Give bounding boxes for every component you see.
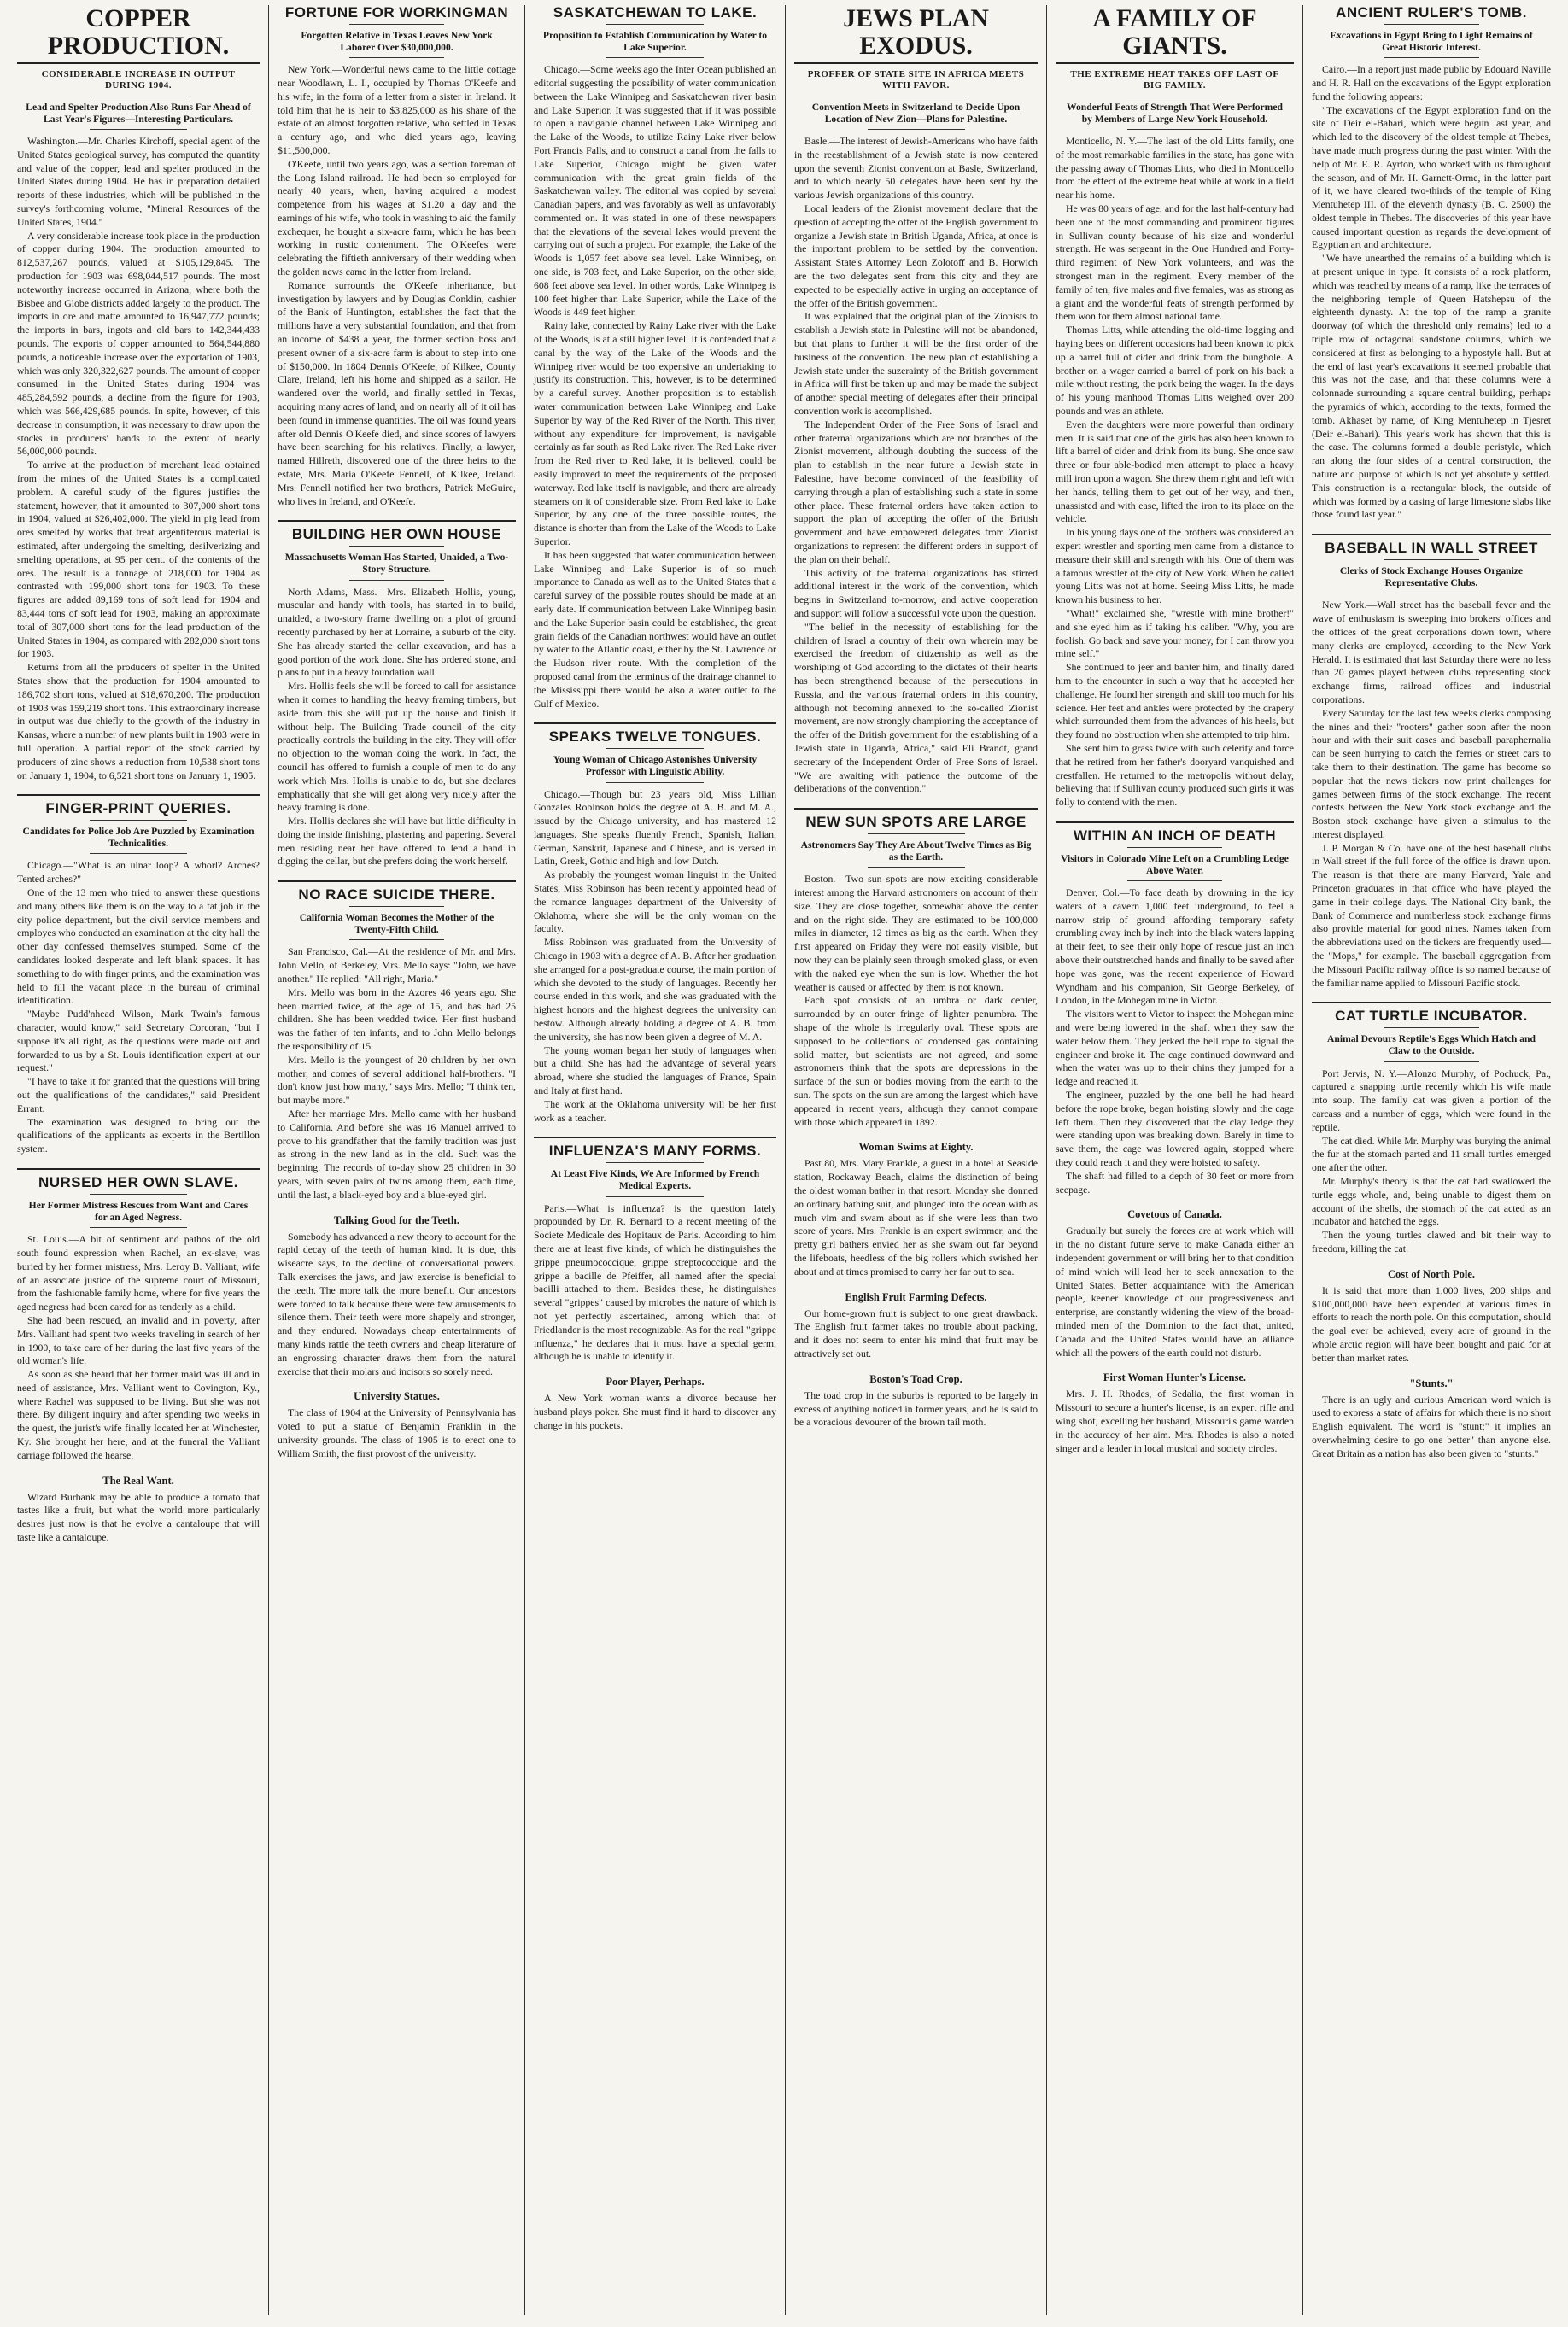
- paragraph: As probably the youngest woman linguist in the United States, Miss Robinson has been recently appointed head of the romance languages department of the University of Oklahoma, where she will be the only woman on the faculty.: [534, 868, 776, 935]
- article-fortune: [278, 5, 516, 508]
- paragraph: "The belief in the necessity of establishing for the children of Israel a country of their own wherein may be exercised the freedom of citizenship as well as the worshiping of God according to the dictates of their hearts has been strengthened because of the persecutions in Russia, and the various fraternal orders in this country, although not becoming annexed to the so-called Zionist movement, are now strongly championing the acceptance of the offer of the British government for the establishing of a Jewish state in Uganda, Africa," said Eli Brandt, grand secretary of the Independent Order of Free Sons of Israel. "We are awaiting with patience the outcome of the deliberations of the convention.": [794, 620, 1038, 795]
- paragraph: A very considerable increase took place in the production of copper during 1904. The production amounted to 812,537,267 pounds, valued at $105,129,845. The production for 1903 was 698,044,517 pounds. The most noteworthy increase occurred in Arizona, where both the Bisbee and Globe districts added largely to the product. The imports in ore and matte amounted to 16,947,772 pounds; the imports in bars, ingots and old bars to 142,344,433 pounds. The exports of copper amounted to 564,544,880 pounds, a noticeable increase over the exportation of 1903, which was only 320,322,627 pounds. The amount of copper consumed in the United States during 1904 was 485,284,592 pounds, a decline from the figure for 1903, which was 566,429,685 pounds. In spite, however, of this decrease in consumption, it was necessary to draw upon the stocks in producers' hands to the extent of nearly 56,000,000 pounds.: [17, 229, 260, 458]
- deck: THE EXTREME HEAT TAKES OFF LAST OF BIG FAMILY.: [1070, 69, 1279, 91]
- paragraph: Even the daughters were more powerful than ordinary men. It is said that one of the girls has also been known to lift a barrel of cider and drink from its bung. She once saw three or four able-bodied men attempt to place a heavy mill iron upon a wagon. She threw them right and left with her hands, telling them to get out of her way, and then, unassisted and with ease, lifted the iron to its place on the vehicle.: [1056, 418, 1294, 525]
- headline: A FAMILY OF GIANTS.: [1092, 5, 1257, 60]
- deck: Young Woman of Chicago Astonishes University Professor with Linguistic Ability.: [553, 754, 758, 778]
- headline: CAT TURTLE INCUBATOR.: [1335, 1008, 1528, 1025]
- divider: [90, 1227, 187, 1228]
- article-body: [1312, 599, 1551, 990]
- paragraph: The work at the Oklahoma university will be her first work as a teacher.: [534, 1097, 776, 1124]
- divider: [90, 1194, 187, 1195]
- divider: [349, 24, 445, 25]
- column-3: [525, 5, 786, 2315]
- paragraph: One of the 13 men who tried to answer these questions and many others like them is on the way to a fat job in the city police department, but the civil service members and employes who conducted an examination at the city hall the other day confessed themselves stumped. Some of the candidates looked desperate and left blank spaces. It has something to do with finger prints, and the examination was held to fill the vacant place in the bureau of criminal identification.: [17, 886, 260, 1007]
- article-baseball: [1312, 541, 1551, 990]
- divider: [90, 820, 187, 821]
- paragraph: The visitors went to Victor to inspect the Mohegan mine and were being lowered in the shaft when they saw the water below them. They jerked the bell rope to signal the engineer and broke it. The cage continued downward and when the water was up to their chins they jumped for a ledge and reached it.: [1056, 1008, 1294, 1088]
- article-copper: [17, 5, 260, 782]
- paragraph: Cairo.—In a report just made public by Edouard Naville and H. R. Hall on the excavations of the Egypt exploration fund the following appears:: [1312, 63, 1551, 102]
- deck: Convention Meets in Switzerland to Decide Upon Location of New Zion—Plans for Palestine.: [811, 101, 1021, 125]
- paragraph: Washington.—Mr. Charles Kirchoff, special agent of the United States geological survey, has computed the quantity and value of the copper, lead and spelter produced in the United States during 1904. He has in preparation detailed reports of these industries, which will be published in the survey's forthcoming volume, "Mineral Resources of the United States, 1904.": [17, 135, 260, 228]
- paragraph: Denver, Col.—To face death by drowning in the icy waters of a cavern 1,000 feet underground, to feel a narrow strip of ground affording temporary safety crumbling away inch by inch into the black waters lapping at their feet, to see their only hope of rescue just an inch above their outstretched hands and finally to be saved after hope was gone, was the recent experience of Howard Wyndham and his companion, Sir George Berkeley, of London, in the Mohegan mine in Victor.: [1056, 886, 1294, 1007]
- article-body: [17, 859, 260, 1156]
- paragraph: The shaft had filled to a depth of 30 feet or more from seepage.: [1056, 1169, 1294, 1196]
- article-inch-of-death: [1056, 828, 1294, 1196]
- article-english-fruit: [794, 1291, 1038, 1361]
- divider: [868, 867, 965, 868]
- paragraph: There is an ugly and curious American word which is used to express a state of affairs for which there is no short English equivalent. The word is "stunt;" it implies an overwhelming desire to go one better" than anyone else. Great Britain as a nation has also been given to "stunts.": [1312, 1393, 1551, 1459]
- paragraph: The cat died. While Mr. Murphy was burying the animal the fur at the stomach parted and 11 small turtles emerged one after the other.: [1312, 1134, 1551, 1174]
- headline: BASEBALL IN WALL STREET: [1325, 540, 1538, 557]
- article-giants: [1056, 5, 1294, 810]
- article-body: [1056, 135, 1294, 810]
- paragraph: Returns from all the producers of spelter in the United States show that the production for 1904 amounted to 186,702 short tons, valued at $18,670,200. The production of 1903 was 159,219 short tons. This extraordinary increase in output was due chiefly to the growth of the industry in Kansas, where a number of new plants built in 1903 were in full operation. A partial report of the stock carried by producers of zinc shows a reduction from 10,538 short tons on January 1, 1904, to 6,521 short tons on January 1, 1905.: [17, 661, 260, 781]
- headline: ANCIENT RULER'S TOMB.: [1336, 5, 1527, 20]
- divider: [1384, 559, 1479, 560]
- deck: Lead and Spelter Production Also Runs Far Ahead of Last Year's Figures—Interesting Particulars.: [26, 101, 251, 125]
- subheading: Boston's Toad Crop.: [869, 1372, 962, 1385]
- article-tomb: [1312, 5, 1551, 522]
- subheading: Talking Good for the Teeth.: [334, 1213, 459, 1226]
- paragraph: The class of 1904 at the University of Pennsylvania has voted to put a statue of Benjamin Franklin in the university grounds. The class of 1905 is to erect one to William Smith, the first provost of the university.: [278, 1406, 516, 1459]
- subheading: English Fruit Farming Defects.: [845, 1290, 987, 1303]
- divider: [1127, 880, 1223, 881]
- divider: [1384, 24, 1479, 25]
- column-6: [1303, 5, 1559, 2315]
- paragraph: She continued to jeer and banter him, and finally dared him to the encounter in such a way that he accepted her challenge. He found her strength and skill too much for his science. Her feet and ankles were protected by the drapery which surrounded them from the advances of his heels, but they found no obstruction when she attempted to trip him.: [1056, 661, 1294, 741]
- deck: Massachusetts Woman Has Started, Unaided, a Two-Story Structure.: [284, 552, 509, 576]
- paragraph: Mrs. J. H. Rhodes, of Sedalia, the first woman in Missouri to secure a hunter's license, is an expert rifle and wing shot, excelling her husband, Missouri's game warden in the accuracy of her aim. Mrs. Rhodes is also a noted singer and a leader in local musical and society circles.: [1056, 1388, 1294, 1454]
- article-university: [278, 1390, 516, 1460]
- paragraph: J. P. Morgan & Co. have one of the best baseball clubs in Wall street if the full force of the office is drawn upon. The reason is that there are many Harvard, Yale and Princeton graduates in that office who have played the game in their college days. The National City bank, the Bank of Commerce and numberless stock exchange firms also provide material for good nines. Names taken from the abbreviations used on the tickers are frequently used—the "Mops," for example. The baseball aggregation from the Missouri Pacific railway office is so named because of the familiar name applied to Missouri Pacific stock.: [1312, 841, 1551, 989]
- article-sun-spots: [794, 815, 1038, 1129]
- divider: [1384, 1061, 1479, 1062]
- divider: [90, 129, 187, 130]
- paragraph: New York.—Wonderful news came to the little cottage near Woodlawn, L. I., occupied by Thomas O'Keefe and his wife, in the form of a letter from a sister in Ireland. It told him that he is heir to $3,825,000 as his share of the estate of an almost forgotten relative, who settled in Texas a century ago, and who died years ago, leaving $11,500,000.: [278, 63, 516, 156]
- subheading: Poor Player, Perhaps.: [606, 1376, 705, 1389]
- headline: NO RACE SUICIDE THERE.: [298, 886, 495, 903]
- article-body: [534, 788, 776, 1125]
- article-real-want: [17, 1475, 260, 1545]
- paragraph: Mrs. Mello is the youngest of 20 children by her own mother, and comes of several additional half-brothers. "I don't know just how many," says Mrs. Mello; "I think ten, but maybe more.": [278, 1053, 516, 1107]
- paragraph: Paris.—What is influenza? is the question lately propounded by Dr. R. Bernard to a recent meeting of the Societe Medicale des Hopitaux de Paris. According to him there are at least five kinds, of which he distinguishes the grippe pneumococcique, grippe streptococcique and the grippe a bacille de Pfeiffer, all named after the special bacilli attached to them. Besides these, he distinguishes several "grippes" caused by microbes the nature of which is not yet perfectly ascertained, among which that of Friedlander is the most recognizable. As for the real "grippe influenza," he declares that it must have a special germ, although he is unable to identify it.: [534, 1202, 776, 1363]
- article-body: [1312, 1394, 1551, 1461]
- article-north-pole: [1312, 1268, 1551, 1365]
- article-body: [278, 1231, 516, 1379]
- paragraph: It was explained that the original plan of the Zionists to establish a Jewish state in Palestine will not be abandoned, but that plans to further it will be the first order of the business of the convention. The new plan of establishing a Jewish state under the suzerainty of the British government in Africa will first be taken up and may be made the subject of another special meeting of delegates after their principal convention work is accomplished.: [794, 310, 1038, 418]
- article-hunter-license: [1056, 1371, 1294, 1455]
- paragraph: As soon as she heard that her former maid was ill and in need of assistance, Mrs. Valliant went to Covington, Ky., where Rachel was supposed to be living. But she was not there. By diligent inquiry and after spending two weeks in the quest, the jurist's wife finally located her at Winchester, Ky. She brought her here, and at the funeral the Valliant carriage followed the hearse.: [17, 1368, 260, 1461]
- paragraph: This activity of the fraternal organizations has stirred additional interest in the work of the convention, which begins in Switzerland to-morrow, and active cooperation and support will follow a successful vote upon the question.: [794, 566, 1038, 619]
- article-tongues: [534, 729, 776, 1125]
- paragraph: New York.—Wall street has the baseball fever and the wave of enthusiasm is sweeping into brokers' offices and the offices of the great corporations down town, where many clerks are employed, according to the New York Herald. It is estimated that last Saturday there were no less than 20 games played between clubs representing stock exchange firms, railroad offices and industrial corporations.: [1312, 599, 1551, 705]
- divider: [349, 57, 445, 58]
- divider: [278, 520, 516, 522]
- article-body: [1056, 1388, 1294, 1455]
- headline: BUILDING HER OWN HOUSE: [291, 526, 502, 543]
- headline: INFLUENZA'S MANY FORMS.: [548, 1143, 762, 1160]
- headline: JEWS PLAN EXODUS.: [843, 5, 989, 60]
- headline: FINGER-PRINT QUERIES.: [45, 800, 231, 817]
- article-nursed: [17, 1175, 260, 1463]
- divider: [606, 57, 704, 58]
- paragraph: A New York woman wants a divorce because her husband plays poker. She must find it hard to discover any change in his pockets.: [534, 1392, 776, 1431]
- paragraph: Gradually but surely the forces are at work which will in the no distant future serve to make Canada either an independent government or will bring her to that condition of mind which will lead her to seek annexation to the United States. Better acquaintance with the American people, keener knowledge of our progressiveness and enterprise, are constantly widening the view of the broad-minded men of the Dominion to the fact that, united, Canada and the United States would have an alliance which all the powers of the earth could not disturb.: [1056, 1225, 1294, 1359]
- paragraph: North Adams, Mass.—Mrs. Elizabeth Hollis, young, muscular and handy with tools, has started in to build, unaided, a two-story frame dwelling on a plot of ground recently purchased by her at Lorraine, a suburb of the city. She has already started the cellar excavation, and has a good portion of the work done. She has ordered stone, and plans to put in a heavy foundation wall.: [278, 585, 516, 679]
- deck: Animal Devours Reptile's Eggs Which Hatch and Claw to the Outside.: [1327, 1033, 1536, 1057]
- paragraph: Past 80, Mrs. Mary Frankle, a guest in a hotel at Seaside station, Rockaway Beach, claims the distinction of being the oldest woman bather in that resort. Monday she donned an ordinary bathing suit, and plunged into the ocean with as much vim and swam about as if she were less than two score of years. Mrs. Frankle is an expert swimmer, and the pretty girl bathers envied her as she swam out far beyond the lifeboats, heedless of the big rollers which swished her about and at times promised to carry her far out to sea.: [794, 1157, 1038, 1278]
- article-poor-player: [534, 1376, 776, 1432]
- divider: [794, 62, 1038, 64]
- divider: [349, 580, 445, 581]
- article-body: [534, 63, 776, 710]
- article-stunts: [1312, 1377, 1551, 1461]
- subheading: Cost of North Pole.: [1387, 1267, 1476, 1280]
- paragraph: Mrs. Hollis feels she will be forced to call for assistance when it comes to handling the heavy framing timbers, but aside from this she will put up the house and finish it without help. The Building Trade council of the city practically controls the building in the city. They will offer no objection to the woman doing the work. In fact, the council has offered to furnish a couple of men to do any work which Mrs. Hollis is unable to do, but she declares emphatically that she will get along very nicely after the heavy framing is done.: [278, 680, 516, 814]
- headline: SPEAKS TWELVE TONGUES.: [548, 728, 762, 745]
- deck: Clerks of Stock Exchange Houses Organize Representative Clubs.: [1339, 565, 1524, 589]
- divider: [868, 833, 965, 834]
- article-talking: [278, 1214, 516, 1379]
- paragraph: Basle.—The interest of Jewish-Americans who have faith in the reestablishment of a Jewish state is now centered upon the seventh Zionist convention at Basle, Switzerland, and to which nearly 50 delegates have been sent by the various Jewish organizations of this country.: [794, 135, 1038, 202]
- article-body: [794, 1157, 1038, 1278]
- column-2: [269, 5, 525, 2315]
- deck: Candidates for Police Job Are Puzzled by Examination Technicalities.: [22, 826, 255, 850]
- divider: [534, 722, 776, 724]
- deck: California Woman Becomes the Mother of the Twenty-Fifth Child.: [299, 912, 494, 936]
- paragraph: Mrs. Mello was born in the Azores 46 years ago. She been married twice, at the age of 15, and has had 25 children. She has been wedded twice. Her first husband was the father of ten infants, and to John Mello belongs the responsibility of 15.: [278, 985, 516, 1052]
- deck: Excavations in Egypt Bring to Light Remains of Great Historic Interest.: [1330, 29, 1533, 53]
- divider: [606, 1196, 704, 1197]
- deck: Astronomers Say They Are About Twelve Times as Big as the Earth.: [800, 839, 1032, 863]
- article-body: [794, 1389, 1038, 1430]
- paragraph: The Independent Order of the Free Sons of Israel and other fraternal organizations which are not branches of the Zionist movement, although doubting the success of the plan to establish in the near future a Jewish state in Palestine, have become convinced of the feasibility of carrying through a plan of establishing such a state in some other place. These fraternal orders have taken action to support the plan of accepting the offer of the British government and have empowered delegates from Zionist organizations to represent the different orders in support of the plan on their behalf.: [794, 418, 1038, 565]
- divider: [349, 546, 445, 547]
- paragraph: Chicago.—"What is an ulnar loop? A whorl? Arches? Tented arches?": [17, 859, 260, 886]
- paragraph: It is said that more than 1,000 lives, 200 ships and $100,000,000 have been expended at various times in efforts to reach the north pole. On this computation, should the goal ever be achieved, every acre of ground in the whole arctic region will have been bought and paid for at better than market rates.: [1312, 1283, 1551, 1364]
- deck: Wonderful Feats of Strength That Were Performed by Members of Large New York Household.: [1067, 101, 1283, 125]
- article-fingerprint: [17, 801, 260, 1156]
- headline: NEW SUN SPOTS ARE LARGE: [805, 814, 1027, 831]
- paragraph: "We have unearthed the remains of a building which is at present unique in type. It consists of a rock platform, which was reached by means of a ramp, like the terraces of the neighboring temple of Queen Hatshepsu of the eighteenth dynasty. At the top of the ramp a granite doorway (of which the threshold only remains) led to a triple row of octagonal sandstone columns, which we considered at first as belonging to a hypostyle hall. But at the end of last year's excavations it seemed probable that this was not the case, and that these columns were a colonnade surrounding a square central building, perhaps the pyramids of which, according to the texts, formed the tomb. Akhaset by name, of King Mentuhetep in Tjesret (Deir el-Bahari). This year's work has shown that this is the case. The columns formed a double peristyle, which ran along the four sides of a central construction, the nature and purpose of which is not yet absolutely settled. This construction is a rectangular block, the outside of which was formed by a casing of large limestone slabs like those found last year.": [1312, 252, 1551, 521]
- article-toad: [794, 1373, 1038, 1430]
- divider: [794, 808, 1038, 810]
- headline: COPPER PRODUCTION.: [47, 5, 230, 60]
- divider: [349, 939, 445, 940]
- divider: [90, 853, 187, 854]
- divider: [534, 1137, 776, 1138]
- deck: Forgotten Relative in Texas Leaves New York Laborer Over $30,000,000.: [301, 29, 493, 53]
- paragraph: "The excavations of the Egypt exploration fund on the site of Deir el-Bahari, which were begun last year, and which led to the discovery of the oldest temple at Thebes, have made much progress during the past winter. With the help of Mr. E. R. Ayrton, who worked with us throughout the season, and of Mr. H. Garnett-Orme, in the latter part of it, we have cleared two-thirds of the temple of King Mentuhetep III. of the eleventh dynasty (B. C. 2500) the oldest temple in Thebes. The discoveries of this year have caused important question as regards the development of Egyptian art and architecture.: [1312, 103, 1551, 251]
- paragraph: Then the young turtles clawed and bit their way to freedom, killing the cat.: [1312, 1229, 1551, 1254]
- divider: [1384, 1027, 1479, 1028]
- article-building: [278, 527, 516, 868]
- divider: [606, 1162, 704, 1163]
- deck: Her Former Mistress Rescues from Want and Cares for an Aged Negress.: [28, 1199, 249, 1223]
- paragraph: Port Jervis, N. Y.—Alonzo Murphy, of Pochuck, Pa., captured a snapping turtle recently which his wife made into soup. The family cat was given a portion of the carcass and a number of eggs, which were found in the reptile.: [1312, 1067, 1551, 1133]
- subheading: The Real Want.: [102, 1474, 174, 1487]
- article-body: [1312, 1067, 1551, 1256]
- article-saskatchewan: [534, 5, 776, 710]
- paragraph: Mrs. Hollis declares she will have but little difficulty in doing the inside finishing, plastering and papering. Several men residing near her have offered to lend a hand in digging the cellar, but she prefers doing the work herself.: [278, 815, 516, 868]
- divider: [606, 24, 704, 25]
- divider: [1312, 534, 1551, 535]
- divider: [606, 782, 704, 783]
- paragraph: Each spot consists of an umbra or dark center, surrounded by an outer fringe of lighter penumbra. The shape of the whole is irregularly oval. These spots are supposed to be collections of condensed gas containing solid matter, but scientists are not agreed, and some astronomers think that the spots are depressions in the surface of the sun or bodies moving from the earth to the sun. The spots on the sun are among the largest which have appeared in recent years, although they cannot compare with those which appeared in 1892.: [794, 994, 1038, 1128]
- paragraph: To arrive at the production of merchant lead obtained from the mines of the United States is a complicated problem. A careful study of the figures justifies the statement, however, that it amounted to 307,000 short tons in 1904, valued at $26,402,000. The yield in pig lead from ores smelted by works that treat argentiferous material is estimated, after undergoing the smelting, desilverizing and smelting operations, at 95 per cent. of the contents of the ores. The result is a tonnage of 218,000 for 1904 as contrasted with 199,000 short tons for 1903. To these figures are added 89,169 tons of soft lead for 1904 and 83,444 tons of soft lead for 1903, making an approximate total of 307,000 short tons for the lead production of the United States in 1904, as compared with 282,000 short tons for 1903.: [17, 459, 260, 660]
- paragraph: Somebody has advanced a new theory to account for the rapid decay of the teeth of human kind. It is due, this wiseacre says, to the decline of conversational powers. Talk exercises the jaws, and jaw exercise is beneficial to the teeth. The more talk the more benefit. Our ancestors were forced to talk because there were few amusements to silence them. Their teeth were more shapely and stronger, and they endured. Nowadays cheap entertainments of many kinds rattle the teeth owners and cheap literature of an engrossing character draws them from the natural exercise that their molars and incisors so sorely need.: [278, 1230, 516, 1377]
- paragraph: Rainy lake, connected by Rainy Lake river with the Lake of the Woods, is at a still higher level. It is contended that a canal by the way of the Lake of the Woods and the Winnipeg river would be too expensive an undertaking to justify its construction. This, however, is to be determined by a careful survey. Another proposition is to establish water communication between Lake Winnipeg and Lake Superior by way of the Red River of the North. This river, without any expenditure for improvement, is navigable certainly as far south as Red Lake river. The Red Lake river from the Red river to Red lake, it is believed, could be easily improved to meet the requirements of the proposed waterway. Red lake itself is navigable, and there are already steamers on it of considerable size. From Red lake to Lake Superior, by any one of the three possible routes, the distance is shorter than from the Lake of the Woods to Lake Superior.: [534, 319, 776, 548]
- headline: FORTUNE FOR WORKINGMAN: [284, 5, 509, 20]
- divider: [606, 748, 704, 749]
- paragraph: He was 80 years of age, and for the last half-century had been one of the most commanding and prominent figures in Sullivan county because of his size and wonderful strength. He was sergeant in the One Hundred and Forty-third regiment of New York volunteers, and was the strongest man in the regiment. Every member of the family of ten, five males and five females, was as strong as a giant and the wonderful feats of strength performed by them won for them almost national fame.: [1056, 202, 1294, 323]
- subheading: First Woman Hunter's License.: [1103, 1371, 1247, 1384]
- divider: [1056, 62, 1294, 64]
- article-body: [278, 1406, 516, 1460]
- article-body: [278, 586, 516, 869]
- paragraph: San Francisco, Cal.—At the residence of Mr. and Mrs. John Mello, of Berkeley, Mrs. Mello says: "John, we have another." He replied: "All right, Maria.": [278, 945, 516, 985]
- divider: [17, 1168, 260, 1170]
- paragraph: The toad crop in the suburbs is reported to be largely in excess of anything noticed in former years, and he is said to be a voracious devourer of the brown tail moth.: [794, 1389, 1038, 1429]
- article-body: [534, 1202, 776, 1365]
- divider: [349, 906, 445, 907]
- article-body: [794, 135, 1038, 796]
- paragraph: It has been suggested that water communication between Lake Winnipeg and Lake Superior is of so much importance to Canada as well as to the United States that a careful survey of the possible routes should be made at an early date. If communication between Lake Winnipeg basin and the Lake Superior basin could be established, the great grain fields of the Canadian northwest would have an outlet by water to the Atlantic coast, either by the St. Lawrence or the Hudson river route. With the completion of the proposed canal from the terminus of the drainage channel to the Mississippi there would be also a water outlet to the Gulf of Mexico.: [534, 548, 777, 710]
- paragraph: Monticello, N. Y.—The last of the old Litts family, one of the most remarkable families in the state, has gone with the passing away of Thomas Litts, who died in Monticello from the effect of the extreme heat while at work in a field near his home.: [1056, 135, 1294, 202]
- article-jews: [794, 5, 1038, 796]
- deck: CONSIDERABLE INCREASE IN OUTPUT DURING 1904.: [41, 69, 236, 91]
- divider: [1127, 847, 1223, 848]
- deck: PROFFER OF STATE SITE IN AFRICA MEETS WITH FAVOR.: [807, 69, 1025, 91]
- subheading: University Statues.: [354, 1390, 440, 1403]
- deck: Visitors in Colorado Mine Left on a Crumbling Ledge Above Water.: [1061, 852, 1289, 876]
- paragraph: Chicago.—Though but 23 years old, Miss Lillian Gonzales Robinson holds the degree of A. B. and M. A., issued by the Chicago university, and has mastered 12 languages. She speaks fluently French, Spanish, Italian, German, Sanskrit, Japanese and Chinese, and is versed in Latin, Greek, Gothic and high and low Dutch.: [534, 787, 776, 868]
- paragraph: The young woman began her study of languages when but a child. She has had the advantage of several years abroad, where she studied the languages of France, Spain and Italy at first hand.: [534, 1044, 776, 1097]
- column-4: [786, 5, 1047, 2315]
- article-body: [17, 1491, 260, 1545]
- article-body: [17, 135, 260, 782]
- divider: [278, 880, 516, 882]
- paragraph: Miss Robinson was graduated from the University of Chicago in 1903 with a degree of A. B. After her graduation she arranged for a post-graduate course, the main portion of which she devoted to the study of languages. Recently her course ended in this work, and she was graduated with the highest honors and the highest degrees the university can bestow. Although already holding a degree of A. B. from the university, she has now been given a degree of M. A.: [534, 936, 776, 1043]
- article-body: [534, 1392, 776, 1432]
- article-no-race-suicide: [278, 887, 516, 1202]
- article-body: [278, 63, 516, 508]
- article-body: [794, 1307, 1038, 1361]
- article-cat-turtle: [1312, 1009, 1551, 1255]
- paragraph: Our home-grown fruit is subject to one great drawback. The English fruit farmer takes no trouble about packing, and it does not seem to enter his mind that fruit may be attractively set out.: [794, 1307, 1038, 1359]
- divider: [17, 794, 260, 796]
- article-body: [1312, 63, 1551, 522]
- article-body: [1056, 886, 1294, 1196]
- article-influenza: [534, 1143, 776, 1364]
- subheading: "Stunts.": [1409, 1377, 1454, 1389]
- divider: [1127, 129, 1223, 130]
- divider: [868, 129, 965, 130]
- paragraph: O'Keefe, until two years ago, was a section foreman of the Long Island railroad. He had been so employed for nearly 40 years, when, having acquired a modest competence from his wages at $1.20 a day and the earnings of his wife, who took in washing to aid the family exchequer, he bought a six-acre farm, which he has been working in rustic contentment. The O'Keefes were celebrating the fiftieth anniversary of their wedding when the golden news came in the letter from Ireland.: [278, 157, 516, 278]
- paragraph: Local leaders of the Zionist movement declare that the question of accepting the offer of the English government to organize a Jewish state in British Uganda, Africa, at once is the important problem to be settled by the convention. Assistant State's Attorney Leon Zolotoff and B. Horwich are the two delegates sent from this city and they are expected to be especially active in urging an acceptance of the offer of the British government.: [794, 202, 1038, 309]
- paragraph: "I have to take it for granted that the questions will bring out the qualifications of the candidates," said President Errant.: [17, 1075, 260, 1114]
- divider: [1056, 821, 1294, 823]
- paragraph: Mr. Murphy's theory is that the cat had swallowed the turtle eggs whole, and, being unable to digest them on account of the shells, the stomach of the cat acted as an incubator and hatched the eggs.: [1312, 1174, 1551, 1228]
- article-swims: [794, 1141, 1038, 1278]
- article-body: [1312, 1284, 1551, 1365]
- paragraph: She had been rescued, an invalid and in poverty, after Mrs. Valliant had spent two weeks traveling in search of her in 1900, to take care of her during the last five years of the old woman's life.: [17, 1313, 260, 1367]
- article-covetous: [1056, 1208, 1294, 1359]
- paragraph: Thomas Litts, while attending the old-time logging and haying bees on different occasions had been known to pick up a barrel full of cider and drink from the bunghole. A brother on a wager carried a barrel of pork on his back a mile without resting, the pork being the wager. In the days of his young manhood Thomas Litts weighed over 200 pounds and was an athlete.: [1056, 324, 1294, 418]
- paragraph: Romance surrounds the O'Keefe inheritance, but investigation by lawyers and by Douglas Conklin, cashier of the Bank of Huntington, establishes the fact that the millions have a very substantial foundation, and that from an income of $438 a year, the former section boss and present owner of a six-acre farm is about to step into one of $150,000. In 1804 Dennis O'Keefe, of Kilkee, County Clare, Ireland, left his home and shipped as a sailor. He wandered over the world, and finally settled in Texas, acquiring many acres of land, and on nearly all of it oil has been found in immense quantities. The oil was found years after old Dennis O'Keefe died, and since scores of lawyers have been searching for his relatives. Finally, a lawyer, named Hillreth, discovered one of the three heirs to the estate, Mrs. Maria O'Keefe Fennell, of Kilkee, Ireland. Mrs. Fennell notified her two brothers, Patrick McGuire, who lives in Ireland, and O'Keefe.: [278, 278, 516, 507]
- paragraph: Wizard Burbank may be able to produce a tomato that tastes like a fruit, but what the world more particularly desires just now is that he evolve a cantaloupe that will taste like a cantaloupe.: [17, 1490, 260, 1544]
- paragraph: In his young days one of the brothers was considered an expert wrestler and sporting men came from a distance to measure their skill and strength with his. One of them was a famous wrestler of the city of New York. When he called young Litts was not at home. Seeing Miss Litts, he made known his business to her.: [1056, 526, 1294, 606]
- paragraph: After her marriage Mrs. Mello came with her husband to California. And before she was 16 Manuel arrived to prove to his grandfather that the family tradition was just as strong in the new land as in the old. Such was the beginning. The records of to-day show 25 children in 30 years, with seven pairs of twins among them, each time, until the last, a black-eyed boy and a blue-eyed girl.: [278, 1107, 516, 1201]
- headline: SASKATCHEWAN TO LAKE.: [553, 5, 758, 20]
- paragraph: St. Louis.—A bit of sentiment and pathos of the old south found expression when Rachel, an ex-slave, was buried by her former mistress, Mrs. Leroy B. Valliant, wife of an associate justice of the supreme court of Missouri, from the fashionable family home, where for five years the aged negress had been cared for as tenderly as a child.: [17, 1233, 260, 1313]
- paragraph: Every Saturday for the last few weeks clerks composing the nines and their "rooters" gather soon after the noon hour and with their suit cases and baseball paraphernalia can be seen hurrying to catch the ferries or street cars to take them to their destination. The game has become so popular that the news tickers now print challenges for games between firms of the stock exchange. The recent contests between the New York stock exchange and the Boston stock exchange have given a stimulus to the interest displayed.: [1312, 706, 1551, 840]
- article-body: [278, 945, 516, 1202]
- article-body: [1056, 1225, 1294, 1359]
- paragraph: She sent him to grass twice with such celerity and force that he retired from her father's dooryard vanquished and crestfallen. He returned to the metropolis without delay, believing that if Sullivan county produced such girls it was folly to contend with the men.: [1056, 741, 1294, 809]
- paragraph: The engineer, puzzled by the one bell he had heard before the rope broke, began hoisting slowly and the cage left them. Then they discovered that the clay ledge they were standing upon was breaking down. Barely in time to save them, the cage was lowered again, stopped where they could reach it and they were hoisted to safety.: [1056, 1089, 1294, 1168]
- paragraph: "What!" exclaimed she, "wrestle with mine brother!" and she eyed him as if taking his caliber. "Why, you are foolish. Go back and save your money, for I can throw you mine self.": [1056, 606, 1294, 660]
- column-1: [9, 5, 269, 2315]
- article-body: [17, 1233, 260, 1463]
- headline: NURSED HER OWN SLAVE.: [38, 1174, 239, 1190]
- newspaper-page: [9, 5, 1559, 2315]
- subheading: Covetous of Canada.: [1127, 1208, 1222, 1221]
- paragraph: "Maybe Pudd'nhead Wilson, Mark Twain's famous character, would know," said Secretary Corcoran, "but I suppose it's all right, as the questions were made out and forwarded to us by a St. Louis identification expert at our request.": [17, 1008, 260, 1074]
- deck: Proposition to Establish Communication by Water to Lake Superior.: [542, 29, 768, 53]
- deck: At Least Five Kinds, We Are Informed by French Medical Experts.: [550, 1168, 760, 1192]
- article-body: [794, 873, 1038, 1129]
- paragraph: The examination was designed to bring out the qualifications of the applicants as experts in the Bertillon system.: [17, 1115, 260, 1155]
- divider: [17, 62, 260, 64]
- column-5: [1047, 5, 1303, 2315]
- paragraph: Chicago.—Some weeks ago the Inter Ocean published an editorial suggesting the possibility of water communication between the Lake Winnipeg and Saskatchewan river basin and Lake Superior. It was suggested that if it was possible to open a navigable channel between Lake Winnipeg and the Lake of the Woods, to utilize Rainy Lake river below Fort Francis Falls, and to construct a canal from the falls to Lake Superior, Chicago might be given water communication with the great grain fields of the Saskatchewan valley. The editorial was copied by several Canadian papers, and was favorably as well as unfavorably commented on. It was stated in one of these newspapers that the elevations of the several lakes would prevent the carrying out of such a project. For example, the Lake of the Woods is 1,057 feet above sea level. Lake Winnipeg, on one side, is 703 feet, and Lake Superior, on the other side, 608 feet above sea level. In other words, Lake Winnipeg is 100 feet higher than Lake Superior, while the Lake of the Woods is 449 feet higher.: [534, 63, 776, 319]
- headline: WITHIN AN INCH OF DEATH: [1073, 827, 1277, 844]
- divider: [1384, 57, 1479, 58]
- divider: [1312, 1002, 1551, 1003]
- paragraph: Boston.—Two sun spots are now exciting considerable interest among the Harvard astronomers on account of their size. They are close together, somewhat above the center and on the right side. They are estimated to be 100,000 miles in diameter, 12 times as big as the earth. When they first appeared on Friday they were not easily visible, but now they can be plainly seen through smoked glass, or even with the naked eye when the sun is low. Whether the hot weather is caused or affected by them is not known.: [794, 873, 1038, 993]
- subheading: Woman Swims at Eighty.: [858, 1141, 974, 1154]
